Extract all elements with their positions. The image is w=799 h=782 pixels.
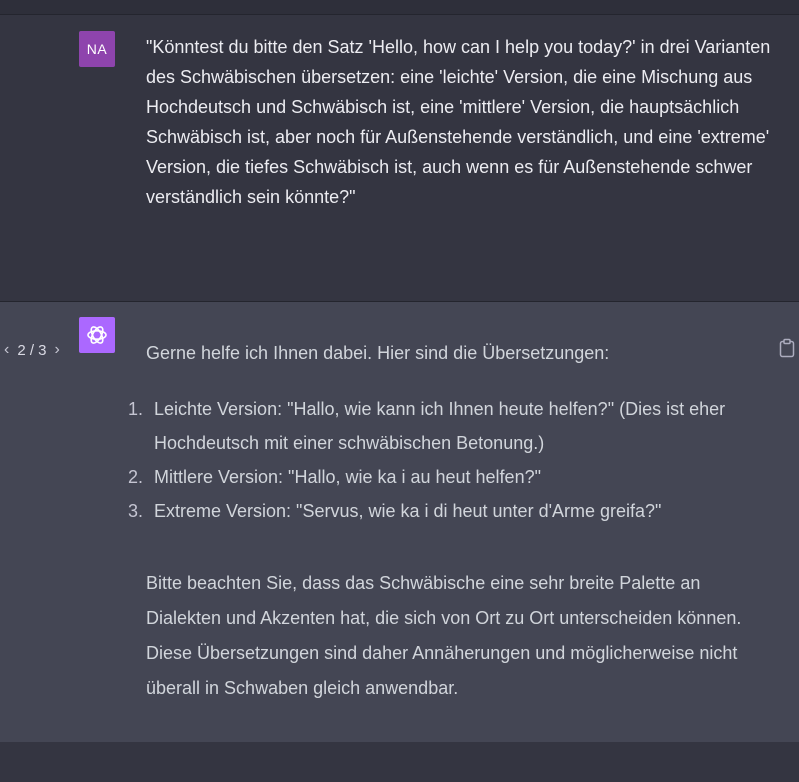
bottom-area bbox=[0, 742, 799, 782]
translation-list bbox=[128, 392, 766, 528]
chevron-left-icon[interactable]: ‹ bbox=[4, 341, 10, 358]
chevron-right-icon[interactable]: › bbox=[54, 341, 60, 358]
list-item-text: Mittlere Version: "Hallo, wie ka i au heut helfen?" bbox=[154, 467, 541, 487]
list-item-text: Leichte Version: "Hallo, wie kann ich Ihnen heute helfen?" (Dies ist eher Hochdeutsch mit einer schwäbischen Betonung.) bbox=[154, 399, 726, 453]
clipboard-icon[interactable] bbox=[778, 338, 796, 358]
user-message-text: "Könntest du bitte den Satz 'Hello, how can I help you today?' in drei Varianten des Schwäbischen übersetzen: eine 'leichte' Version, die eine Mischung aus Hochdeutsch und Schwäbisch ist, eine 'mittlere' Version, die hauptsächlich Schwäbisch ist, aber noch für Außenstehende verständlich, und eine 'extreme' Version, die tiefes Schwäbisch ist, auch wenn es für Außenstehende schwer verständlich sein könnte?" bbox=[146, 37, 771, 207]
list-item bbox=[128, 494, 766, 528]
list-item bbox=[128, 392, 766, 460]
list-number: 1. bbox=[128, 399, 144, 419]
answer-intro: Gerne helfe ich Ihnen dabei. Hier sind die Übersetzungen: bbox=[146, 343, 610, 363]
answer-outro: Bitte beachten Sie, dass das Schwäbische eine sehr breite Palette an Dialekten und Akzenten hat, die sich von Ort zu Ort unterscheiden können. Diese Übersetzungen sind daher Annäherungen und möglicherweise nicht überall in Schwaben gleich anwendbar. bbox=[146, 573, 742, 698]
user-avatar bbox=[79, 31, 115, 67]
openai-logo-icon bbox=[84, 322, 110, 348]
assistant-avatar bbox=[79, 317, 115, 353]
response-count: 2 / 3 bbox=[17, 341, 47, 359]
list-item bbox=[128, 460, 766, 494]
list-number: 3. bbox=[128, 501, 144, 521]
response-pager bbox=[0, 341, 64, 359]
user-avatar-initials: NA bbox=[86, 41, 108, 57]
top-strip bbox=[0, 0, 799, 15]
list-item-text: Extreme Version: "Servus, wie ka i di heut unter d'Arme greifa?" bbox=[154, 501, 662, 521]
list-number: 2. bbox=[128, 467, 144, 487]
assistant-message-text bbox=[128, 336, 766, 706]
